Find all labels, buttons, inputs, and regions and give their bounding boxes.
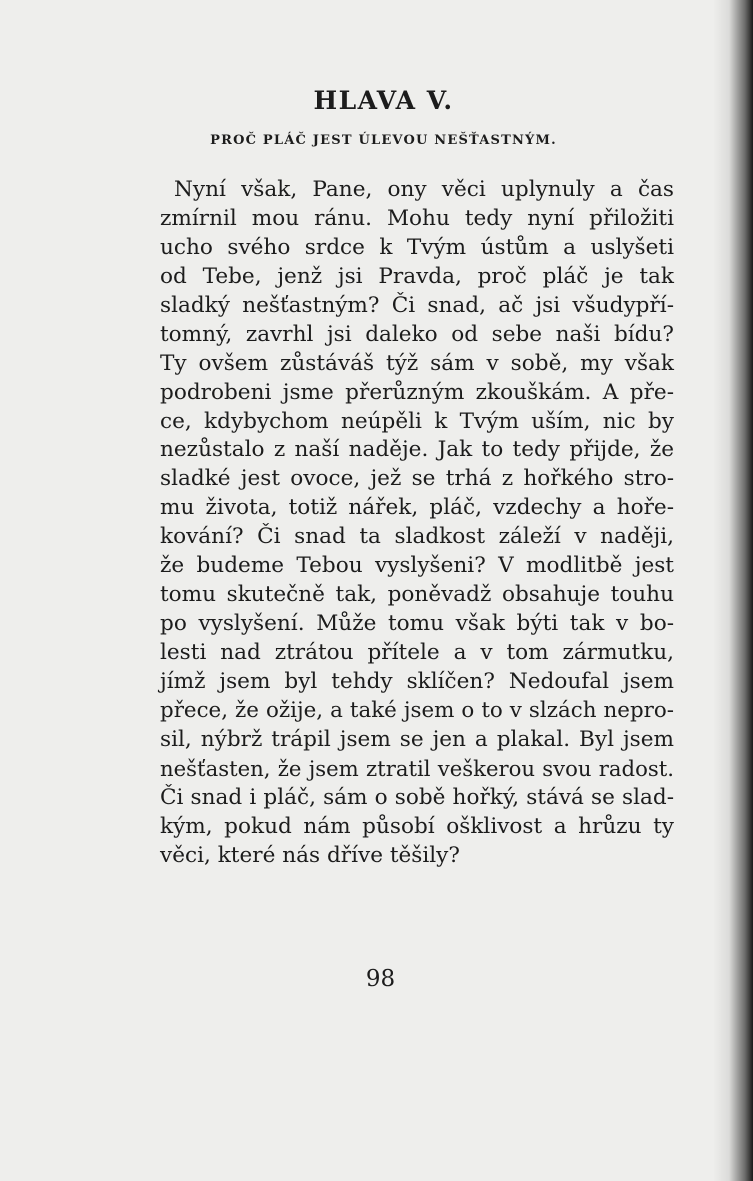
- text-line: Či snad i pláč, sám o sobě hořký, stává se slad-: [160, 784, 674, 810]
- chapter-title: HLAVA V.: [313, 86, 454, 115]
- text-line: po vyslyšení. Může tomu však býti tak v bo-: [160, 611, 674, 637]
- text-line: jímž jsem byl tehdy sklíčen? Nedoufal jsem: [160, 668, 674, 694]
- text-line: kování? Či snad ta sladkost záleží v naději,: [160, 524, 674, 550]
- text-line: mu života, totiž nářek, pláč, vzdechy a hoře-: [160, 495, 674, 521]
- text-line: věci, které nás dříve těšily?: [160, 842, 460, 868]
- page-number: 98: [365, 966, 396, 992]
- text-line: tomný, zavrhl jsi daleko od sebe naši bídu?: [160, 321, 674, 347]
- text-line: že budeme Tebou vyslyšeni? V modlitbě jest: [160, 553, 674, 579]
- text-line: sladké jest ovoce, jež se trhá z hořkého stro-: [160, 466, 674, 492]
- text-line: nešťasten, že jsem ztratil veškerou svou radost.: [160, 755, 674, 781]
- text-line: sladký nešťastným? Či snad, ač jsi všudypří-: [160, 292, 674, 318]
- page-spine-shadow: [713, 0, 753, 1181]
- text-line: přece, že ožije, a také jsem o to v slzách nepro-: [160, 697, 674, 723]
- text-line: ucho svého srdce k Tvým ústům a uslyšeti: [160, 234, 674, 260]
- text-line: ce, kdybychom neúpěli k Tvým uším, nic by: [160, 408, 674, 434]
- text-line: nezůstalo z naší naděje. Jak to tedy přijde, že: [160, 437, 674, 463]
- text-line: sil, nýbrž trápil jsem se jen a plakal. Byl jsem: [160, 726, 674, 752]
- text-line: od Tebe, jenž jsi Pravda, proč pláč je tak: [160, 263, 674, 289]
- text-line: podrobeni jsme přerůzným zkouškám. A pře-: [160, 379, 674, 405]
- text-line: kým, pokud nám působí ošklivost a hrůzu ty: [160, 813, 674, 839]
- text-line: zmírnil mou ránu. Mohu tedy nyní přiložiti: [160, 205, 674, 231]
- body-text: [160, 176, 674, 871]
- text-line: Nyní však, Pane, ony věci uplynuly a čas: [174, 177, 674, 202]
- text-line: lesti nad ztrátou přítele a v tom zármutku,: [160, 640, 674, 665]
- text-line: tomu skutečně tak, poněvadž obsahuje touhu: [160, 582, 674, 608]
- text-line: Ty ovšem zůstáváš týž sám v sobě, my však: [160, 350, 674, 376]
- chapter-subtitle: PROČ PLÁČ JEST ÚLEVOU NEŠŤASTNÝM.: [210, 133, 557, 148]
